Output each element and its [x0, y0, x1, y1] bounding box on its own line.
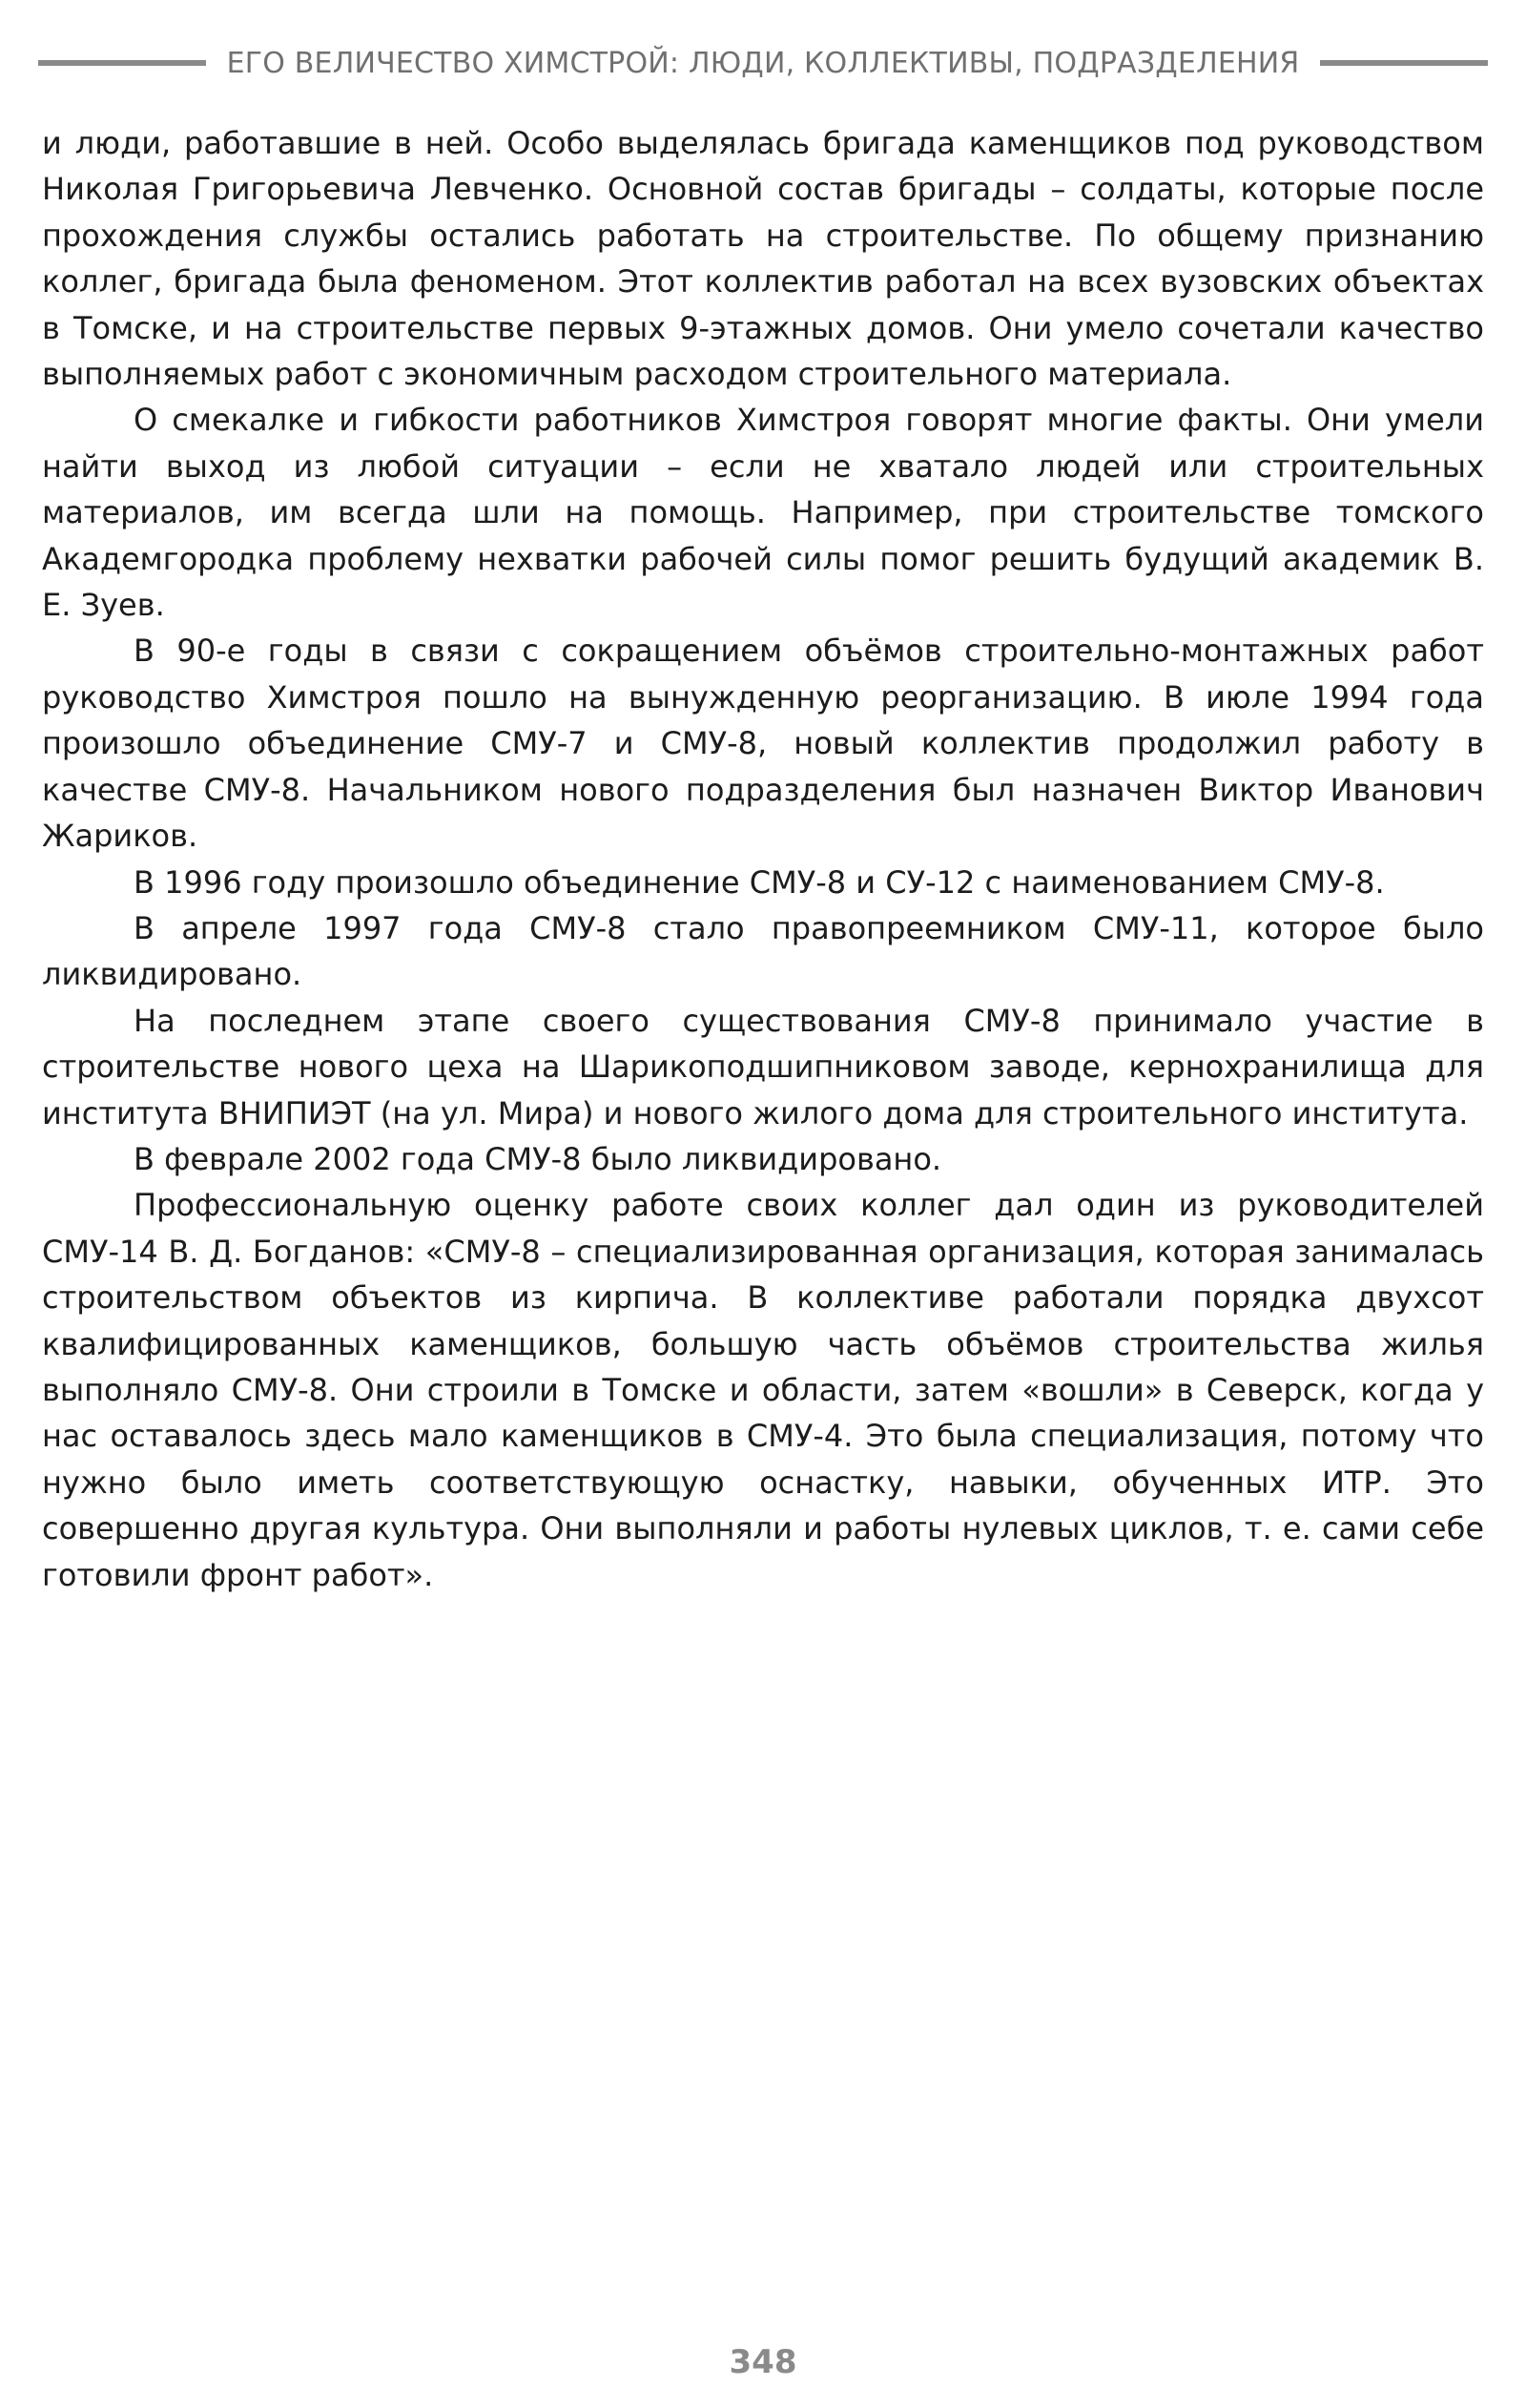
paragraph: и люди, работавшие в ней. Особо выделялась бригада каменщиков под руководством Николая Григорьевича Левченко. Основной состав бригады – солдаты, которые после прохождения службы остались работать на строительстве. По общему признанию коллег, бригада была феноменом. Этот коллектив работал на всех вузовских объектах в Томске, и на строительстве первых 9-этажных домов. Они умело сочетали качество выполняемых работ с экономичным расходом строительного материала. [42, 125, 1484, 393]
paragraph: В апреле 1997 года СМУ-8 стало правопреемником СМУ-11, которое было ликвидировано. [42, 909, 1484, 993]
paragraph: В 90-е годы в связи с сокращением объёмов строительно-монтажных работ руководство Химстроя пошло на вынужденную реорганизацию. В июле 1994 года произошло объединение СМУ-7 и СМУ-8, новый коллектив продолжил работу в качестве СМУ-8. Начальником нового подразделения был назначен Виктор Иванович Жариков. [42, 633, 1484, 855]
running-header [38, 42, 1488, 84]
paragraph: В 1996 году произошло объединение СМУ-8 и СУ-12 с наименованием СМУ-8. [134, 863, 1385, 901]
running-header-title: ЕГО ВЕЛИЧЕСТВО ХИМСТРОЙ: ЛЮДИ, КОЛЛЕКТИВЫ, ПОДРАЗДЕЛЕНИЯ [226, 46, 1300, 80]
body-text [42, 120, 1484, 1598]
paragraph: Профессиональную оценку работе своих коллег дал один из руководителей СМУ-14 В. Д. Богданов: «СМУ-8 – специализированная организация, которая занималась строительством объектов из кирпича. В коллективе работали порядка двухсот квалифицированных каменщиков, большую часть объёмов строительства жилья выполняло СМУ-8. Они строили в Томске и области, затем «вошли» в Северск, когда у нас оставалось здесь мало каменщиков в СМУ-4. Это была специализация, потому что нужно было иметь соответствующую оснастку, навыки, обученных ИТР. Это совершенно другая культура. Они выполняли и работы нулевых циклов, т. е. сами себе готовили фронт работ». [42, 1187, 1484, 1593]
paragraph: На последнем этапе своего существования СМУ-8 принимало участие в строительстве нового цеха на Шарикоподшипниковом заводе, кернохранилища для института ВНИПИЭТ (на ул. Мира) и нового жилого дома для строительного института. [42, 1002, 1484, 1131]
page-number: 348 [729, 2343, 797, 2381]
header-rule-right [1320, 60, 1488, 66]
header-rule-left [38, 60, 206, 66]
paragraph: В феврале 2002 года СМУ-8 было ликвидировано. [134, 1140, 942, 1177]
paragraph: О смекалке и гибкости работников Химстроя говорят многие факты. Они умели найти выход из любой ситуации – если не хватало людей или строительных материалов, им всегда шли на помощь. Например, при строительстве томского Академгородка проблему нехватки рабочей силы помог решить будущий академик В. Е. Зуев. [42, 402, 1484, 624]
